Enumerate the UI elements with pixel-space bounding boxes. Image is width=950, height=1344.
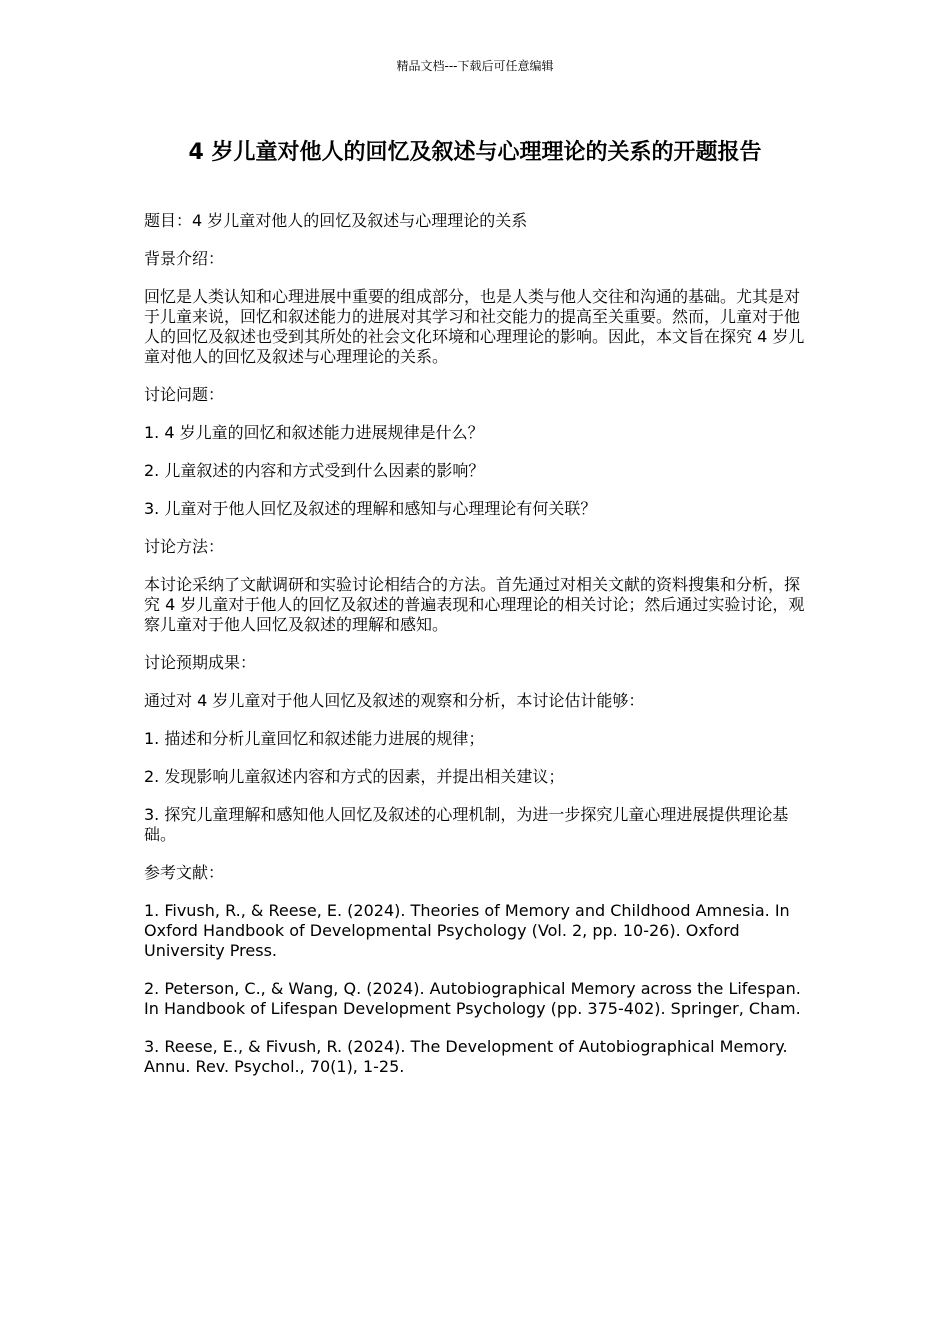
outcome-item-1: 1. 描述和分析儿童回忆和叙述能力进展的规律； — [144, 729, 485, 748]
background-paragraph: 回忆是人类认知和心理进展中重要的组成部分，也是人类与他人交往和沟通的基础。尤其是对于儿童来说，回忆和叙述能力的进展对其学习和社交能力的提高至关重要。然而，儿童对于他人的回忆及叙述也受到其所处的社会文化环境和心理理论的影响。因此，本文旨在探究 4 岁儿童对他人的回忆及叙述与心理理论的关系。 — [144, 287, 805, 366]
question-item-1: 1. 4 岁儿童的回忆和叙述能力进展规律是什么？ — [144, 423, 484, 442]
question-item-3: 3. 儿童对于他人回忆及叙述的理解和感知与心理理论有何关联？ — [144, 499, 597, 518]
outcome-item-3: 3. 探究儿童理解和感知他人回忆及叙述的心理机制，为进一步探究儿童心理进展提供理论基础。 — [144, 805, 789, 844]
reference-item-1: 1. Fivush, R., & Reese, E. (2024). Theories of Memory and Childhood Amnesia. In Oxford Handbook of Developmental Psychology (Vol. 2, pp. 10-26). Oxford University Press. — [144, 901, 790, 960]
methods-heading: 讨论方法： — [144, 537, 225, 556]
questions-heading: 讨论问题： — [144, 385, 225, 404]
reference-item-3: 3. Reese, E., & Fivush, R. (2024). The Development of Autobiographical Memory. Annu. Rev. Psychol., 70(1), 1-25. — [144, 1037, 788, 1076]
question-item-2: 2. 儿童叙述的内容和方式受到什么因素的影响？ — [144, 461, 485, 480]
outcome-item-2: 2. 发现影响儿童叙述内容和方式的因素，并提出相关建议； — [144, 767, 565, 786]
methods-paragraph: 本讨论采纳了文献调研和实验讨论相结合的方法。首先通过对相关文献的资料搜集和分析，探究 4 岁儿童对于他人的回忆及叙述的普遍表现和心理理论的相关讨论；然后通过实验讨论，观察儿童对于他人回忆及叙述的理解和感知。 — [144, 575, 805, 634]
outcomes-heading: 讨论预期成果： — [144, 653, 257, 672]
topic-line: 题目：4 岁儿童对他人的回忆及叙述与心理理论的关系 — [144, 211, 528, 230]
outcomes-intro: 通过对 4 岁儿童对于他人回忆及叙述的观察和分析，本讨论估计能够： — [144, 691, 645, 710]
reference-item-2: 2. Peterson, C., & Wang, Q. (2024). Autobiographical Memory across the Lifespan. In Handbook of Lifespan Development Psychology (pp. 375-402). Springer, Cham. — [144, 979, 801, 1018]
header-note: 精品文档---下载后可任意编辑 — [396, 59, 554, 73]
background-heading: 背景介绍： — [144, 249, 225, 268]
document-title: 4 岁儿童对他人的回忆及叙述与心理理论的关系的开题报告 — [188, 140, 762, 165]
document-body — [144, 211, 808, 1095]
references-heading: 参考文献： — [144, 863, 225, 882]
